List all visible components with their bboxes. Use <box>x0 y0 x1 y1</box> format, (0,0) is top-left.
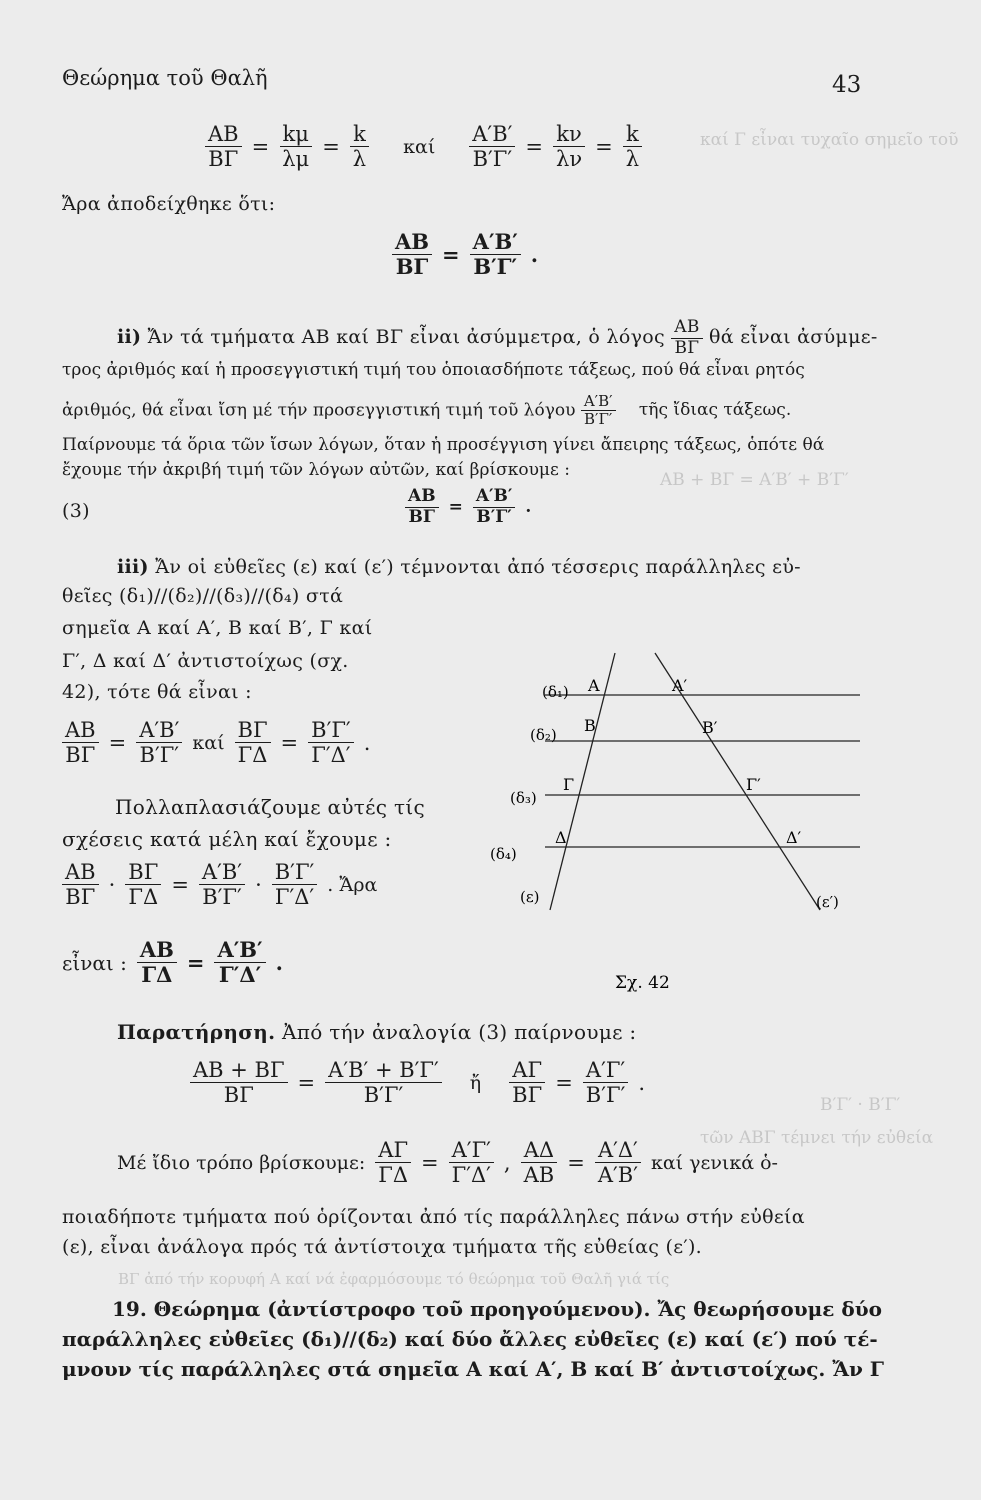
case-text: Ἄν τά τμήματα ΑΒ καί ΒΓ εἶναι ἀσύμμετρα, ὁ λόγος <box>147 326 665 349</box>
frac-num: ΑΔ <box>521 1138 557 1163</box>
frac-den: Β′Γ′ <box>139 743 180 768</box>
equation-end: . <box>275 950 283 976</box>
equation-4: $\frac{AB}{B\Gamma}$ = $\frac{A'B'}{B'\Gamma'}$ καί $\frac{B\Gamma}{\Gamma\Delta}$ = $\frac{B'\Gamma'}{\Gamma'\Delta'}$ . <box>62 718 370 767</box>
equation-2: $\frac{AB}{B\Gamma}$ = $\frac{A'B'}{B'\Gamma'}$ . <box>392 230 538 279</box>
frac-den: ΒΓ <box>408 506 435 527</box>
equation-3-label: (3) <box>62 500 90 522</box>
frac-den: ΓΔ <box>128 885 159 910</box>
label-D-prime: Δ′ <box>786 828 802 847</box>
label-B-prime: Β′ <box>702 718 718 737</box>
frac-num: Α′Β′ <box>581 393 616 411</box>
section-19-line2: παράλληλες εὐθεῖες (δ₁)//(δ₂) καί δύο ἄλλες εὐθεῖες (ε) καί (ε′) πού τέ- <box>62 1327 878 1351</box>
label-d2: (δ₂) <box>530 726 557 744</box>
frac-den: ΑΒ <box>523 1163 555 1188</box>
frac-den: ΒΓ <box>208 147 239 172</box>
frac-num: ΑΒ <box>62 718 99 743</box>
closing-line1: ποιαδήποτε τμήματα πού ὁρίζονται ἀπό τίς παράλληλες πάνω στήν εὐθεία <box>62 1206 805 1228</box>
equation-end: . <box>525 497 532 518</box>
equation-6: εἶναι : $\frac{AB}{\Gamma\Delta}$ = $\frac{A'B'}{\Gamma'\Delta'}$ . <box>62 937 283 988</box>
remark-line <box>117 1020 636 1044</box>
frac-den: ΒΓ <box>395 254 429 280</box>
frac-den: ΒΓ <box>65 743 96 768</box>
case-text: ἀριθμός, θά εἶναι ἴση μέ τήν προσεγγιστική τιμή τοῦ λόγου <box>62 400 576 421</box>
equation-pre: εἶναι : <box>62 950 127 975</box>
remark-text: Ἀπό τήν ἀναλογία (3) παίρνουμε : <box>282 1020 637 1044</box>
equation-end: . <box>530 242 539 268</box>
frac-num: k <box>623 122 642 147</box>
frac-num: ΒΓ <box>235 718 271 743</box>
frac-den: ΒΓ <box>223 1083 254 1108</box>
equation-end: . <box>363 730 371 755</box>
bleed-text-1: καί Γ εἶναι τυχαῖο σημεῖο τοῦ <box>700 130 959 150</box>
frac-num: Α′Β′ <box>473 487 516 508</box>
figure-42 <box>490 645 870 1000</box>
frac-num: Β′Γ′ <box>272 860 318 885</box>
frac-den: Γ′Δ′ <box>451 1163 491 1188</box>
frac-num: ΑΒ + ΒΓ <box>190 1058 288 1083</box>
equation-end: . <box>638 1070 646 1095</box>
frac-den: Β′Γ′ <box>584 410 613 429</box>
case-label: ii) <box>117 326 142 349</box>
frac-den: λ <box>352 147 367 172</box>
label-G: Γ <box>563 775 575 794</box>
frac-num: ΑΒ <box>392 230 432 255</box>
bleed-text-2: Β′Γ′ · Β′Γ′ <box>820 1095 901 1115</box>
frac-num: ΑΒ <box>137 938 177 963</box>
frac-num: Α′Β′ <box>199 860 245 885</box>
frac-num: Α′Γ′ <box>449 1138 494 1163</box>
frac-num: Α′Β′ <box>136 718 182 743</box>
frac-num: ΑΒ <box>671 318 702 339</box>
case-iii-line2: θεῖες (δ₁)//(δ₂)//(δ₃)//(δ₄) στά <box>62 585 344 607</box>
frac-num: ΑΓ <box>375 1138 411 1163</box>
frac-num: k <box>350 122 369 147</box>
label-d4: (δ₄) <box>490 845 517 863</box>
case-iii-line1 <box>117 556 801 578</box>
bleed-text-3: ΑΒ + ΒΓ = Α′Β′ + Β′Γ′ <box>660 470 849 490</box>
frac-den: Γ′Δ′ <box>311 743 351 768</box>
multiply-line2: σχέσεις κατά μέλη καί ἔχουμε : <box>62 827 392 851</box>
frac-den: ΒΓ <box>674 337 700 358</box>
conjunction: καί <box>403 135 436 158</box>
frac-den: Β′Γ′ <box>585 1083 626 1108</box>
frac-den: ΓΔ <box>378 1163 409 1188</box>
frac-den: λν <box>556 147 583 172</box>
frac-den: ΓΔ <box>141 962 173 988</box>
case-ii-line3 <box>62 393 791 429</box>
closing-line2: (ε), εἶναι ἀνάλογα πρός τά ἀντίστοιχα τμήματα τῆς εὐθείας (ε′). <box>62 1236 703 1258</box>
frac-den: λ <box>625 147 640 172</box>
label-A: Α <box>588 676 600 695</box>
frac-num: Α′Β′ <box>470 230 521 255</box>
frac-den: ΓΔ <box>237 743 268 768</box>
case-text: τῆς ἴδιας τάξεως. <box>638 400 792 421</box>
equation-pre: Μέ ἴδιο τρόπο βρίσκουμε: <box>117 1151 366 1174</box>
conjunction: ἤ <box>469 1071 482 1094</box>
frac-den: Β′Γ′ <box>202 885 242 910</box>
frac-den: Β′Γ′ <box>473 254 518 280</box>
frac-den: Α′Β′ <box>597 1163 638 1188</box>
conjunction: καί <box>192 731 225 754</box>
section-19-line1: 19. Θεώρημα (ἀντίστροφο τοῦ προηγούμενου). Ἄς θεωρήσουμε δύο <box>112 1297 882 1321</box>
remark-title: Παρατήρηση. <box>117 1020 276 1044</box>
frac-num: Α′Γ′ <box>583 1058 628 1083</box>
frac-num: Α′Β′ <box>214 938 265 963</box>
case-ii-line1 <box>117 318 878 358</box>
frac-num: Β′Γ′ <box>308 718 354 743</box>
frac-num: Α′Δ′ <box>595 1138 641 1163</box>
bleed-text-4: τῶν ΑΒΓ τέμνει τήν εὐθεία <box>700 1128 934 1148</box>
section-19-line3: μνουν τίς παράλληλες στά σημεῖα Α καί Α′, Β καί Β′ ἀντιστοίχως. Ἄν Γ <box>62 1357 884 1381</box>
frac-den: Γ′Δ′ <box>274 885 315 910</box>
bleed-text-5: ΒΓ ἀπό τήν κορυφή Α καί νά ἐφαρμόσουμε τό θεώρημα τοῦ Θαλῆ γιά τίς <box>118 1270 670 1288</box>
equation-5: $\frac{AB}{B\Gamma}$ · $\frac{B\Gamma}{\Gamma\Delta}$ = $\frac{A'B'}{B'\Gamma'}$ · $\frac{B'\Gamma'}{\Gamma'\Delta'}$ . Ἄρα <box>62 860 377 909</box>
equation-post: καί γενικά ὁ- <box>650 1151 778 1174</box>
equation-7: $\frac{AB + B\Gamma}{B\Gamma}$ = $\frac{A'B' + B'\Gamma'}{B'\Gamma'}$ ἤ $\frac{A\Gamma}{B\Gamma}$ = $\frac{A'\Gamma'}{B'\Gamma'}$ . <box>190 1058 645 1107</box>
frac-den: ΒΓ <box>65 885 96 910</box>
frac-num: ΑΒ <box>62 860 99 885</box>
case-iii-line5: 42), τότε θά εἶναι : <box>62 681 252 703</box>
label-e: (ε) <box>520 888 540 906</box>
equation-3: $\frac{AB}{B\Gamma}$ = $\frac{A'B'}{B'\Gamma'}$ . <box>405 487 531 527</box>
label-B: Β <box>584 716 596 735</box>
frac-den: ΒΓ <box>512 1083 543 1108</box>
frac-num: ΑΒ <box>405 487 439 508</box>
multiply-line1: Πολλαπλασιάζουμε αὐτές τίς <box>115 795 425 819</box>
case-ii-line4: Παίρνουμε τά ὅρια τῶν ἴσων λόγων, ὅταν ἡ προσέγγιση γίνει ἄπειρης τάξεως, ὁπότε θά <box>62 435 825 455</box>
separator: , <box>503 1150 511 1175</box>
label-D: Δ <box>555 828 567 847</box>
case-text: Ἄν οἱ εὐθεῖες (ε) καί (ε′) τέμνονται ἀπό τέσσερις παράλληλες εὐ- <box>155 556 801 578</box>
equation-tail: . Ἄρα <box>327 873 378 896</box>
frac-num: Α′Β′ + Β′Γ′ <box>325 1058 442 1083</box>
case-iii-line3: σημεῖα Α καί Α′, Β καί Β′, Γ καί <box>62 617 373 639</box>
frac-den: λμ <box>282 147 310 172</box>
equation-1: $\frac{AB}{B\Gamma}$ = $\frac{k\mu}{\lambda\mu}$ = $\frac{k}{\lambda}$ καί $\frac{A'B'}{B'\Gamma'}$ = $\frac{k\nu}{\lambda\nu}$ = $\frac{k}{\lambda}$ <box>205 122 642 171</box>
frac-den: Β′Γ′ <box>476 506 512 527</box>
frac-den: Β′Γ′ <box>472 147 513 172</box>
case-label: iii) <box>117 556 149 578</box>
frac-num: ΒΓ <box>125 860 161 885</box>
frac-den: Β′Γ′ <box>363 1083 404 1108</box>
figure-caption: Σχ. 42 <box>615 973 670 993</box>
label-G-prime: Γ′ <box>746 775 761 794</box>
frac-num: kν <box>553 122 585 147</box>
frac-den: Γ′Δ′ <box>218 962 262 988</box>
label-A-prime: Α′ <box>672 676 688 695</box>
case-iii-line4: Γ′, Δ καί Δ′ ἀντιστοίχως (σχ. <box>62 650 349 672</box>
frac-num: ΑΒ <box>205 122 242 147</box>
case-ii-line2: τρος ἀριθμός καί ἡ προσεγγιστική τιμή του ὁποιασδήποτε τάξεως, πού θά εἶναι ρητός <box>62 360 805 380</box>
page-number: 43 <box>832 72 862 98</box>
label-e-prime: (ε′) <box>816 893 839 911</box>
equation-8: Μέ ἴδιο τρόπο βρίσκουμε: $\frac{A\Gamma}{\Gamma\Delta}$ = $\frac{A'\Gamma'}{\Gamma'\Delta'}$ , $\frac{A\Delta}{AB}$ = $\frac{A'\Delta'}{A'B'}$ καί γενικά ὁ- <box>117 1138 778 1188</box>
proved-line: Ἄρα ἀποδείχθηκε ὅτι: <box>62 193 276 215</box>
running-title: Θεώρημα τοῦ Θαλῆ <box>62 66 268 90</box>
case-text: θά εἶναι ἀσύμμε- <box>709 326 878 349</box>
case-ii-line5: ἔχουμε τήν ἀκριβή τιμή τῶν λόγων αὐτῶν, καί βρίσκουμε : <box>62 460 570 480</box>
label-d1: (δ₁) <box>542 683 569 701</box>
frac-num: kμ <box>280 122 312 147</box>
frac-num: Α′Β′ <box>469 122 515 147</box>
label-d3: (δ₃) <box>510 789 537 807</box>
frac-num: ΑΓ <box>509 1058 545 1083</box>
